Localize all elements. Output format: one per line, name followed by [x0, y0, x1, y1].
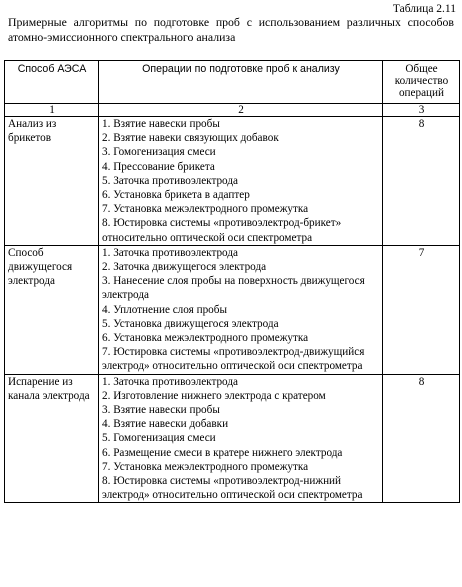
operation-item: 5. Заточка противоэлектрода — [102, 174, 238, 187]
operation-item: 7. Юстировка системы «противоэлектрод-движущийся электрод» относительно оптической оси спектрометра — [102, 346, 365, 373]
operation-item: 3. Взятие навески пробы — [102, 404, 220, 417]
column-number: 3 — [383, 104, 460, 117]
method-cell: Способ движущегося электрода — [5, 245, 99, 374]
operation-item: 8. Юстировка системы «противоэлектрод-нижний электрод» относительно оптической оси спектрометра — [102, 475, 363, 502]
count-cell: 8 — [383, 117, 460, 246]
operation-item: 3. Гомогенизация смеси — [102, 146, 216, 159]
method-cell: Испарение из канала электрода — [5, 374, 99, 503]
operation-item: 5. Установка движущегося электрода — [102, 317, 279, 330]
operation-item: 6. Установка брикета в адаптер — [102, 189, 250, 202]
column-number: 1 — [5, 104, 99, 117]
table-row — [5, 245, 460, 374]
table-number: Таблица 2.11 — [392, 3, 456, 15]
algorithms-table — [4, 60, 460, 503]
operation-item: 2. Заточка движущегося электрода — [102, 261, 267, 274]
operation-item: 4. Прессование брикета — [102, 160, 215, 173]
operation-item: 6. Установка межэлектродного промежутка — [102, 332, 309, 345]
operation-item: 8. Юстировка системы «противоэлектрод-брикет» относительно оптической оси спектрометра — [102, 217, 342, 244]
table-row — [5, 117, 460, 246]
column-number: 2 — [99, 104, 383, 117]
operation-item: 7. Установка межэлектродного промежутка — [102, 203, 309, 216]
table-caption: Примерные алгоритмы по подготовке проб с использованием различных способов атомно-эмиссионного спектрального анализа — [8, 15, 454, 44]
header-row — [5, 61, 460, 104]
count-cell: 7 — [383, 245, 460, 374]
method-cell: Анализ из брикетов — [5, 117, 99, 246]
column-number-row — [5, 104, 460, 117]
header-operations: Операции по подготовке проб к анализу — [99, 61, 383, 104]
table-row — [5, 374, 460, 503]
operation-item: 1. Заточка противоэлектрода — [102, 246, 238, 259]
operation-item: 6. Размещение смеси в кратере нижнего электрода — [102, 446, 343, 459]
operation-item: 4. Уплотнение слоя пробы — [102, 303, 227, 316]
operations-cell — [99, 245, 383, 374]
operations-cell — [99, 117, 383, 246]
operation-item: 2. Изготовление нижнего электрода с кратером — [102, 389, 326, 402]
operation-item: 3. Нанесение слоя пробы на поверхность движущегося электрода — [102, 275, 365, 302]
operations-cell — [99, 374, 383, 503]
operation-item: 4. Взятие навески добавки — [102, 418, 229, 431]
operation-item: 5. Гомогенизация смеси — [102, 432, 216, 445]
count-cell: 8 — [383, 374, 460, 503]
header-method: Способ АЭСА — [5, 61, 99, 104]
operation-item: 1. Взятие навески пробы — [102, 118, 220, 130]
operation-item: 7. Установка межэлектродного промежутка — [102, 460, 309, 473]
operation-item: 2. Взятие навеки связующих добавок — [102, 132, 279, 145]
operation-item: 1. Заточка противоэлектрода — [102, 375, 238, 388]
header-count: Общее количество операций — [383, 61, 460, 104]
